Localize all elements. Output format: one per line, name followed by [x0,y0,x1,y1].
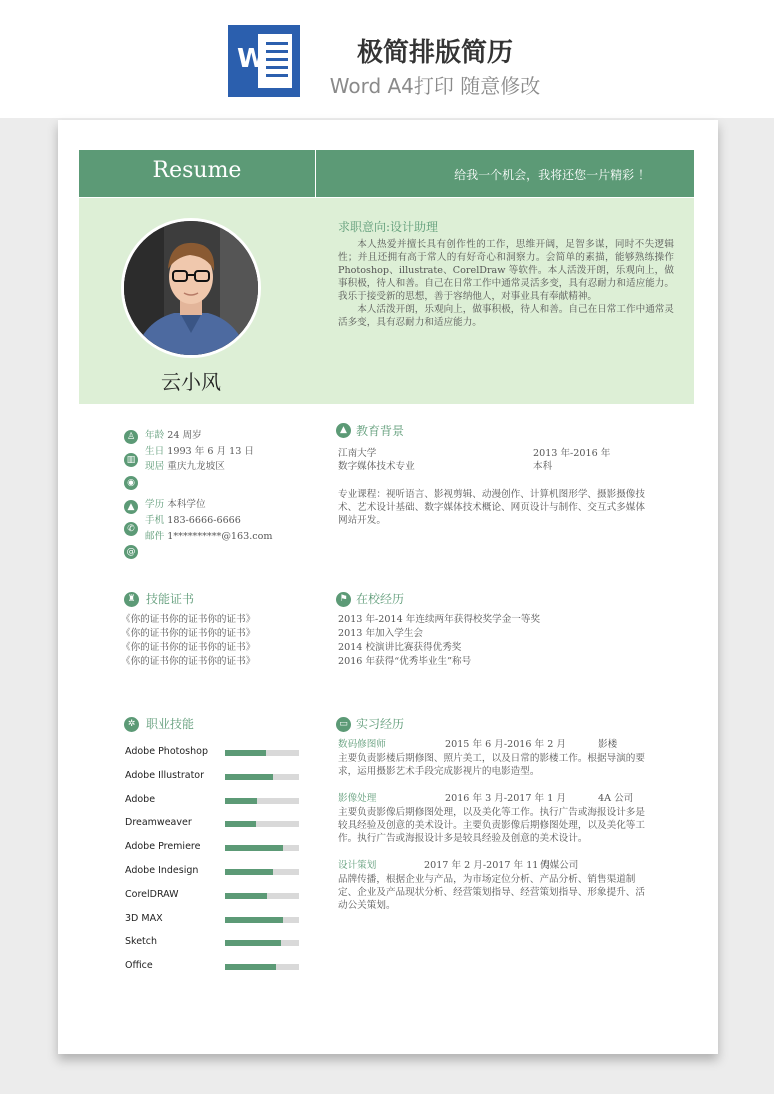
skill-bar-track [225,940,299,946]
skill-bar-track [225,964,299,970]
skill-bar-track [225,750,299,756]
intro-paragraph: 本人热爱并擅长具有创作性的工作，思维开阔，足智多谋，同时不失逻辑性；并且还拥有高于常人的有好奇心和洞察力。会简单的素描，能够熟练操作 Photoshop、illustrate、CorelDraw 等软件。本人活泼开朗，乐观向上，做事积极，待人和善。自己在日常工作中通常灵活多变，具有忍耐力和适应能力。我乐于接受新的思想，善于容纳他人，对事业具有奉献精神。 [338,239,674,302]
age-row [145,429,202,442]
skill-bar-fill [225,893,267,899]
resume-page [58,120,718,1054]
skill-bar-fill [225,845,283,851]
school-name: 江南大学 [338,448,377,459]
campus-item: 2013 年加入学生会 [338,628,424,639]
skill-bar-fill [225,940,281,946]
skill-name: Sketch [125,936,158,948]
birth-label: 生日 [145,446,165,457]
major: 数字媒体技术专业 [338,461,415,472]
job-period: 2015 年 6 月-2016 年 2 月 [445,739,566,750]
job-period: 2016 年 3 月-2017 年 1 月 [445,793,566,804]
skill-name: Adobe Photoshop [125,746,208,757]
job-period: 2017 年 2 月-2017 年 11 月 [424,860,552,871]
word-line [266,74,288,77]
gear-icon: ✲ [124,717,139,732]
banner-title: 极简排版简历 [356,38,513,68]
education-title: 教育背景 [356,424,405,438]
word-logo-icon [228,25,300,97]
skill-name: Adobe [125,793,156,805]
skill-bar-fill [225,917,283,923]
skill-bar-track [225,917,299,923]
self-introduction [338,238,674,329]
email-value: 1**********@163.com [167,531,273,542]
education-value: 本科学位 [167,499,206,510]
job-role: 数码修图师 [338,739,386,750]
campus-item: 2014 校演讲比赛获得优秀奖 [338,642,462,653]
email-row [145,530,273,543]
graduation-cap-icon: ▲ [336,423,351,438]
person-icon: ♙ [124,430,138,444]
internship-title: 实习经历 [356,717,405,731]
location-icon: ◉ [124,476,138,490]
campus-title: 在校经历 [356,592,405,606]
header-slogan: 给我一个机会，我将还您一片精彩 ！ [454,168,650,182]
phone-icon: ✆ [124,522,138,536]
age-label: 年龄 [145,430,165,441]
certificate-item: 《你的证书你的证书你的证书》 [121,656,256,667]
skill-bar-fill [225,964,276,970]
skill-bar-track [225,869,299,875]
skill-bar-track [225,821,299,827]
job-company: 影楼 [598,739,618,750]
education-row [145,498,206,511]
skill-bar-fill [225,821,256,827]
campus-item: 2013 年-2014 年连续两年获得校奖学金一等奖 [338,614,541,625]
birth-value: 1993 年 6 月 13 日 [167,446,255,457]
skill-name: Office [125,960,153,972]
top-banner [0,0,774,118]
profile-panel [79,198,694,404]
phone-value: 183-6666-6666 [167,515,241,526]
trophy-icon: ♜ [124,592,139,607]
skill-name: Dreamweaver [125,817,192,829]
skill-bar-fill [225,774,273,780]
certificate-item: 《你的证书你的证书你的证书》 [121,614,256,625]
banner-subtitle: Word A4打印 随意修改 [329,74,541,98]
at-icon: @ [124,545,138,559]
word-line [266,50,288,53]
education-label: 学历 [145,499,165,510]
skill-bar-fill [225,798,257,804]
courses: 专业课程：视听语言、影视剪辑、动漫创作、计算机图形学、摄影摄像技术、艺术设计基础、数字媒体技术概论、网页设计与制作、交互式多媒体网站开发。 [338,489,645,527]
certificates-title: 技能证书 [146,592,195,606]
address-label: 现居 [145,461,165,472]
job-intent: 求职意向:设计助理 [338,220,439,234]
intro-paragraph: 本人活泼开朗，乐观向上，做事积极，待人和善。自己在日常工作中通常灵活多变，具有忍耐力和适应能力。 [338,304,674,328]
birth-row [145,445,254,458]
address-value: 重庆九龙坡区 [167,461,225,472]
phone-label: 手机 [145,515,165,526]
education-period: 2013 年-2016 年 [533,448,611,459]
skill-name: CorelDRAW [125,888,179,900]
skill-bar-track [225,893,299,899]
skill-name: Adobe Premiere [125,841,201,853]
skills-title: 职业技能 [146,717,195,731]
flag-icon: ⚑ [336,592,351,607]
job-description: 主要负责影像后期修图处理，以及美化等工作。执行广告或海报设计多是较具经验及创意的美术设计。主要负责影像后期修图处理，以及美化等工作。执行广告或海报设计多是较具经验及创意的美术设计。 [338,807,645,845]
degree: 本科 [533,461,553,472]
monitor-icon: ▭ [336,717,351,732]
avatar-photo [121,218,261,358]
skill-name: 3D MAX [125,912,163,924]
word-line [266,66,288,69]
word-line [266,42,288,45]
graduation-icon: ▲ [124,500,138,514]
job-description: 品牌传播，根据企业与产品，为市场定位分析、产品分析、销售渠道制定、企业及产品现状分析、经营策划指导、经营策划指导、形象提升、活动公关策划。 [338,874,645,912]
email-label: 邮件 [145,531,165,542]
word-line [266,58,288,61]
skill-bar-track [225,774,299,780]
address-row [145,460,225,473]
job-role: 设计策划 [338,860,377,871]
skill-bar-fill [225,869,273,875]
skill-bar-track [225,798,299,804]
phone-row [145,514,241,527]
campus-item: 2016 年获得“优秀毕业生”称号 [338,656,472,667]
word-logo-letter: W [237,44,266,74]
skill-name: Adobe Indesign [125,865,199,876]
certificate-item: 《你的证书你的证书你的证书》 [121,628,256,639]
person-name: 云小风 [161,370,221,394]
certificate-item: 《你的证书你的证书你的证书》 [121,642,256,653]
skill-name: Adobe Illustrator [125,769,205,781]
job-role: 影像处理 [338,793,377,804]
header-left-bar [79,150,315,197]
job-description: 主要负责影楼后期修图、照片美工，以及日常的影楼工作。根据导演的要求，运用摄影艺术手段完成影视片的电影造型。 [338,753,645,778]
resume-title: Resume [152,158,242,183]
header-right-bar [316,150,694,197]
skill-bar-track [225,845,299,851]
skill-bar-fill [225,750,266,756]
cake-icon: ▥ [124,453,138,467]
job-company: 传媒公司 [540,860,579,871]
age-value: 24 周岁 [167,430,202,441]
person-illustration [124,221,258,355]
job-company: 4A 公司 [598,793,634,804]
